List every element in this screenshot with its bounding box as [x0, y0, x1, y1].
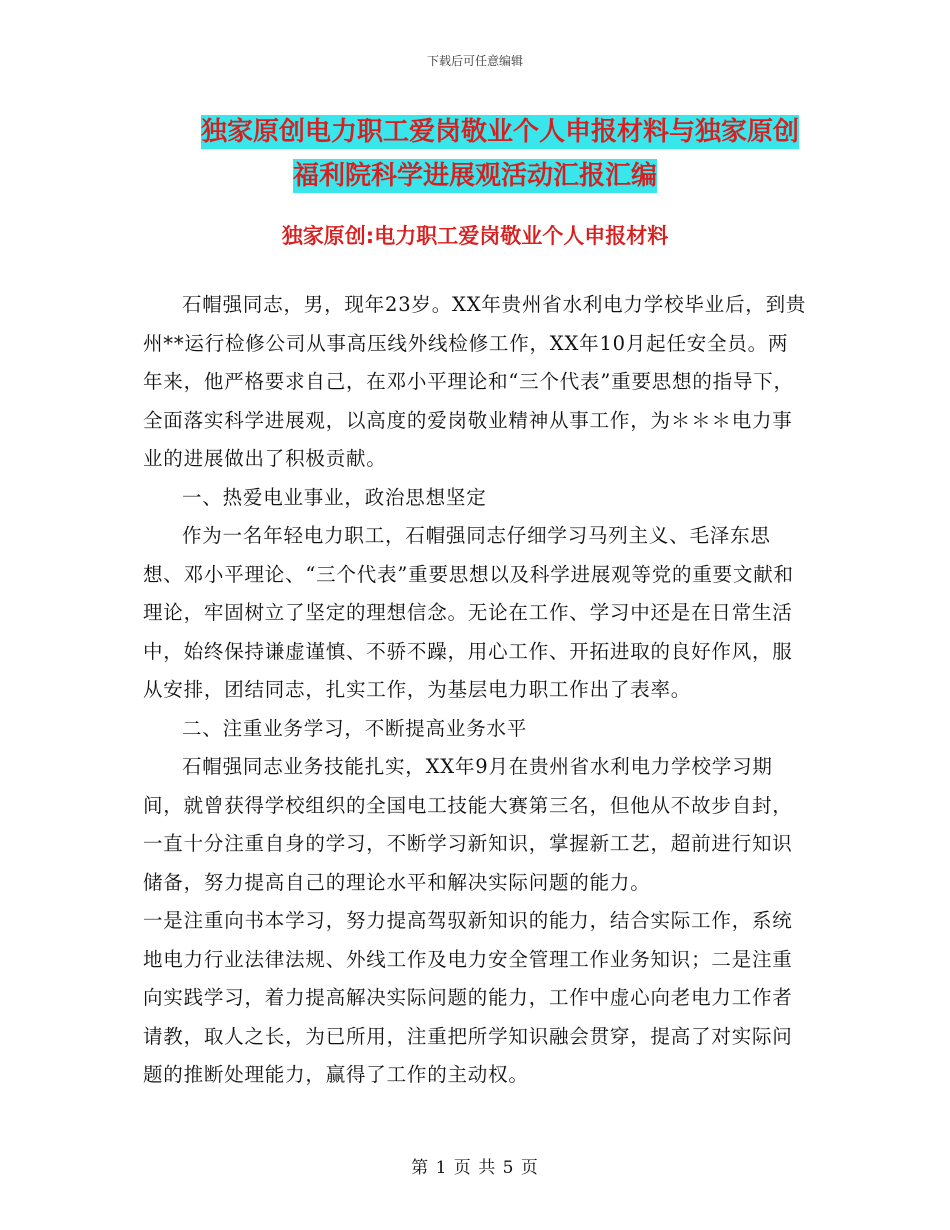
title-line-2 — [0, 154, 950, 198]
page-footer: 第 1 页 共 5 页 — [411, 1158, 539, 1178]
section-title: 独家原创:电力职工爱岗敬业个人申报材料 — [281, 224, 669, 248]
paragraph-skills: 石帽强同志业务技能扎实，XX年9月在贵州省水利电力学校学习期间，就曾获得学校组织的全国电工技能大赛第三名，但他从不故步自封，一直十分注重自身的学习，不断学习新知识，掌握新工艺，超前进行知识储备，努力提高自己的理论水平和解决实际问题的能力。 — [143, 755, 793, 894]
paragraph-intro: 石帽强同志，男，现年23岁。XX年贵州省水利电力学校毕业后，到贵州**运行检修公司从事高压线外线检修工作，XX年10月起任安全员。两年来，他严格要求自己，在邓小平理论和“三个代表”重要思想的指导下，全面落实科学进展观，以高度的爱岗敬业精神从事工作，为＊＊＊电力事业的进展做出了积极贡献。 — [143, 293, 807, 470]
paragraph-learning: 一是注重向书本学习，努力提高驾驭新知识的能力，结合实际工作，系统地电力行业法律法规、外线工作及电力安全管理工作业务知识；二是注重向实践学习，着力提高解决实际问题的能力，工作中虚心向老电力工作者请教，取人之长，为已所用，注重把所学知识融会贯穿，提高了对实际问题的推断处理能力，赢得了工作的主动权。 — [143, 909, 793, 1086]
title-line-1-text: 独家原创电力职工爱岗敬业个人申报材料与独家原创 — [200, 117, 799, 147]
title-line-1 — [0, 110, 950, 154]
paragraph-political: 作为一名年轻电力职工，石帽强同志仔细学习马列主义、毛泽东思想、邓小平理论、“三个代表”重要思想以及科学进展观等党的重要文献和理论，牢固树立了坚定的理想信念。无论在工作、学习中还是在日常生活中，始终保持谦虚谨慎、不骄不躁，用心工作、开拓进取的良好作风，服从安排，团结同志，扎实工作，为基层电力职工作出了表率。 — [143, 524, 794, 701]
document-title — [0, 110, 950, 198]
title-line-2-text: 福利院科学进展观活动汇报汇编 — [292, 161, 657, 191]
heading-two: 二、注重业务学习，不断提高业务水平 — [182, 716, 528, 740]
page-header: 下载后可任意编辑 — [426, 54, 523, 68]
document-body — [143, 286, 808, 1095]
heading-one: 一、热爱电业事业，政治思想坚定 — [182, 485, 487, 509]
